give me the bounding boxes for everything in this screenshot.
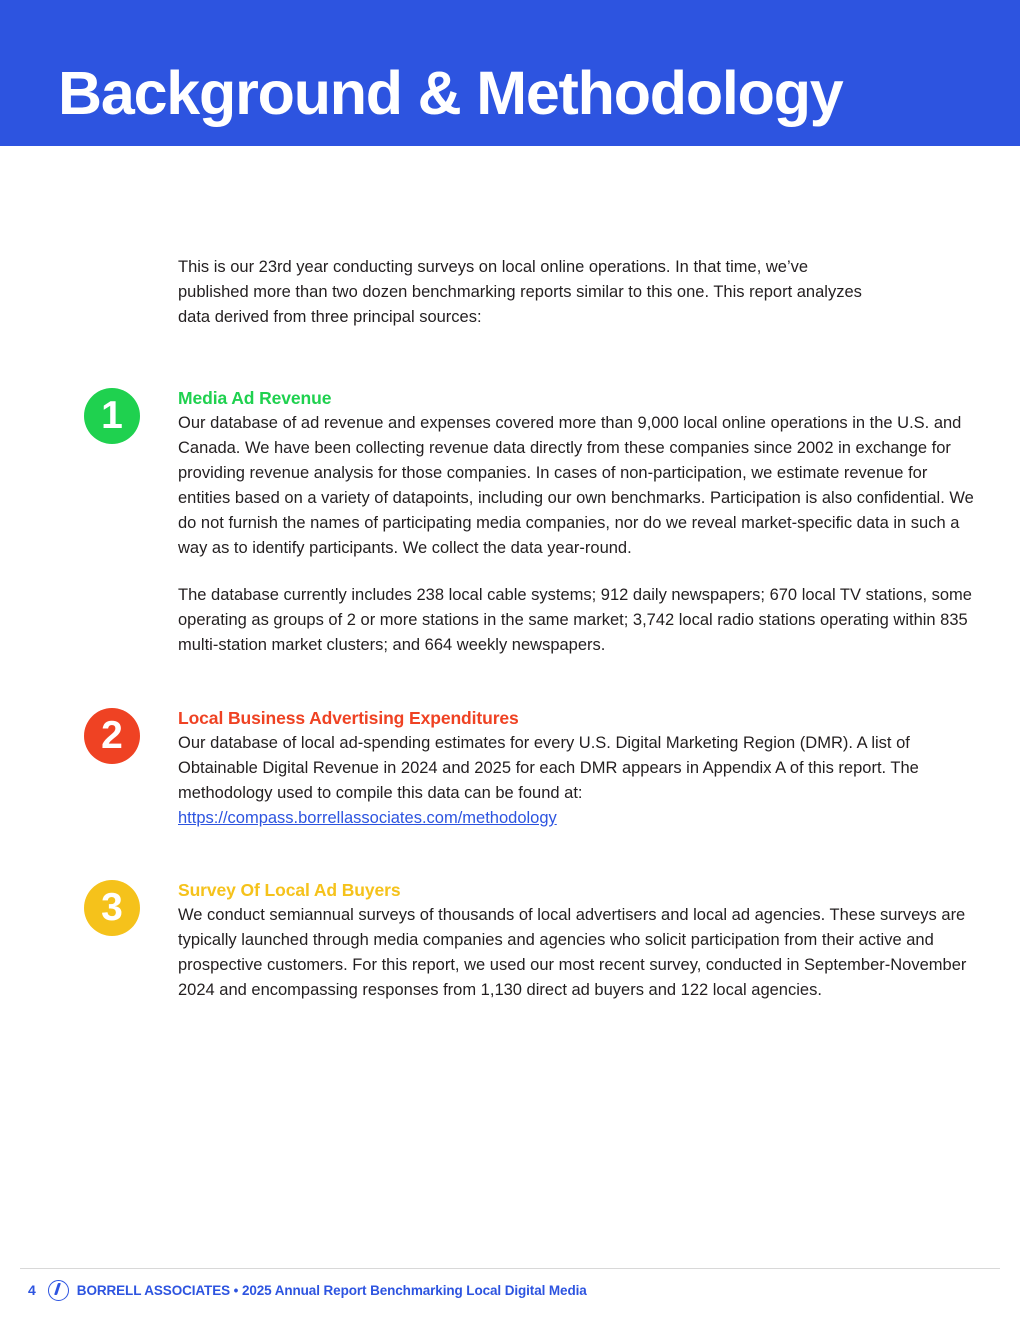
intro-paragraph: This is our 23rd year conducting surveys on local online operations. In that time, we’ve published more than two dozen benchmarking reports similar to this one. This report analyzes data derived from three principal sources: [178,258,862,326]
section-title-2: Local Business Advertising Expenditures [178,708,519,728]
footer-text: BORRELL ASSOCIATES • 2025 Annual Report Benchmarking Local Digital Media [76,1282,587,1298]
section-title-3: Survey Of Local Ad Buyers [178,880,401,900]
section-local-business-advertising-expenditures [84,708,974,831]
section-1-paragraph-2: The database currently includes 238 local cable systems; 912 daily newspapers; 670 local TV stations, some operating as groups of 2 or more stations in the same market; 3,742 local radio stations operating within 835 multi-station market clusters; and 664 weekly newspapers. [178,586,972,654]
methodology-link[interactable]: https://compass.borrellassociates.com/methodology [178,809,557,827]
page-footer [28,1278,587,1302]
section-title-1: Media Ad Revenue [178,388,332,408]
page-title: Background & Methodology [58,59,843,127]
section-number-badge-3: 3 [84,880,140,936]
section-1-paragraph-1: Our database of ad revenue and expenses covered more than 9,000 local online operations in the U.S. and Canada. We have been collecting revenue data directly from these companies since 2002 in exchange for providing revenue analysis for those companies. In cases of non-participation, we estimate revenue for entities based on a variety of datapoints, including our own benchmarks. Participation is also confidential. We do not furnish the names of participating media companies, nor do we reveal market-specific data in such a way as to identify participants. We collect the data year-round. [178,414,974,557]
footer-divider [20,1268,1000,1269]
section-body-1 [178,388,974,658]
section-body-2 [178,708,974,831]
section-body-3 [178,880,974,1003]
page-number: 4 [28,1282,36,1298]
header-band [0,0,1020,146]
section-2-paragraph-1: Our database of local ad-spending estimates for every U.S. Digital Marketing Region (DMR). A list of Obtainable Digital Revenue in 2024 and 2025 for each DMR appears in Appendix A of this report. The methodology used to compile this data can be found at: [178,734,919,802]
section-survey-of-local-ad-buyers [84,880,974,1003]
section-media-ad-revenue [84,388,974,658]
section-3-paragraph-1: We conduct semiannual surveys of thousands of local advertisers and local ad agencies. These surveys are typically launched through media companies and agencies who solicit participation from their active and prospective customers. For this report, we used our most recent survey, conducted in September-November 2024 and encompassing responses from 1,130 direct ad buyers and 122 local agencies. [178,906,967,999]
borrell-logo-icon [48,1280,69,1301]
section-number-badge-1: 1 [84,388,140,444]
section-number-badge-2: 2 [84,708,140,764]
